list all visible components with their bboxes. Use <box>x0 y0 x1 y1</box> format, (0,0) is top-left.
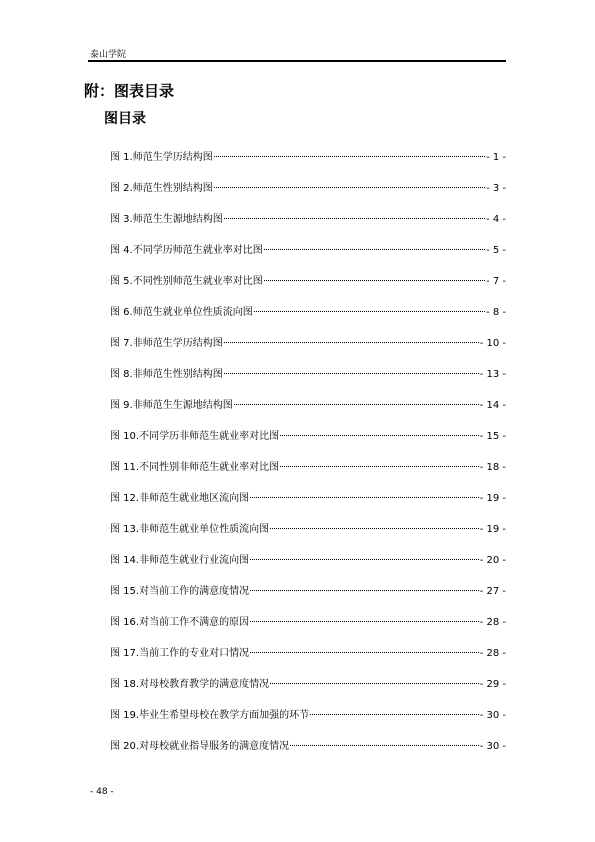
toc-leader <box>254 311 485 312</box>
toc-leader <box>250 590 479 591</box>
toc-entry-label: 图 3.师范生生源地结构图 <box>110 214 223 225</box>
toc-entry[interactable] <box>110 210 506 241</box>
toc-entry-page: - 27 - <box>479 586 506 597</box>
toc-entry-page: - 20 - <box>479 555 506 566</box>
toc-entry-page: - 10 - <box>479 338 506 349</box>
toc-leader <box>250 497 479 498</box>
toc-entry-label: 图 5.不同性别师范生就业率对比图 <box>110 276 263 287</box>
toc-entry[interactable] <box>110 365 506 396</box>
toc-entry[interactable] <box>110 148 506 179</box>
toc-entry-label: 图 2.师范生性别结构图 <box>110 183 213 194</box>
toc-entry-page: - 13 - <box>479 369 506 380</box>
toc-entry[interactable] <box>110 644 506 675</box>
toc-entry-page: - 3 - <box>486 183 506 194</box>
toc-entry[interactable] <box>110 272 506 303</box>
toc-entry[interactable] <box>110 551 506 582</box>
header-school-name: 泰山学院 <box>90 50 127 60</box>
toc-entry-page: - 8 - <box>486 307 506 318</box>
toc-leader <box>214 187 485 188</box>
toc-leader <box>224 218 485 219</box>
toc-entry-label: 图 8.非师范生性别结构图 <box>110 369 223 380</box>
toc-entry-label: 图 4.不同学历师范生就业率对比图 <box>110 245 263 256</box>
toc-entry-page: - 14 - <box>479 400 506 411</box>
toc-entry[interactable] <box>110 737 506 768</box>
toc-entry-page: - 19 - <box>479 524 506 535</box>
toc-entry[interactable] <box>110 179 506 210</box>
toc-entry[interactable] <box>110 613 506 644</box>
toc-entry-label: 图 17.当前工作的专业对口情况 <box>110 648 250 659</box>
toc-entry[interactable] <box>110 241 506 272</box>
toc-entry-page: - 28 - <box>479 648 506 659</box>
toc-entry-page: - 19 - <box>479 493 506 504</box>
toc-entry-page: - 29 - <box>479 679 506 690</box>
toc-entry[interactable] <box>110 706 506 737</box>
toc-entry[interactable] <box>110 427 506 458</box>
toc-entry-page: - 7 - <box>486 276 506 287</box>
toc-leader <box>224 342 479 343</box>
toc-entry-page: - 5 - <box>486 245 506 256</box>
footer-page-number: - 48 - <box>90 787 114 797</box>
toc-leader <box>250 652 479 653</box>
toc-entry[interactable] <box>110 582 506 613</box>
toc-entry-label: 图 18.对母校教育教学的满意度情况 <box>110 679 270 690</box>
toc-leader <box>280 466 479 467</box>
toc-entry-label: 图 10.不同学历非师范生就业率对比图 <box>110 431 280 442</box>
toc-entry-label: 图 9.非师范生生源地结构图 <box>110 400 233 411</box>
toc-entry[interactable] <box>110 458 506 489</box>
toc-leader <box>270 683 479 684</box>
toc-entry-label: 图 15.对当前工作的满意度情况 <box>110 586 250 597</box>
toc-entry-page: - 15 - <box>479 431 506 442</box>
toc-entry[interactable] <box>110 303 506 334</box>
toc-entry-label: 图 20.对母校就业指导服务的满意度情况 <box>110 741 290 752</box>
toc-leader <box>234 404 479 405</box>
toc-leader <box>250 621 479 622</box>
toc-leader <box>310 714 479 715</box>
toc-entry-label: 图 1.师范生学历结构图 <box>110 152 213 163</box>
toc-entry[interactable] <box>110 396 506 427</box>
toc-entry[interactable] <box>110 520 506 551</box>
toc-entry-page: - 30 - <box>479 710 506 721</box>
section-title: 图目录 <box>104 111 146 127</box>
toc-entry-label: 图 12.非师范生就业地区流向图 <box>110 493 250 504</box>
figure-toc-list <box>110 148 506 768</box>
toc-entry-label: 图 13.非师范生就业单位性质流向图 <box>110 524 270 535</box>
toc-entry-page: - 30 - <box>479 741 506 752</box>
toc-leader <box>250 559 479 560</box>
toc-entry-page: - 1 - <box>486 152 506 163</box>
toc-entry-page: - 28 - <box>479 617 506 628</box>
toc-entry[interactable] <box>110 334 506 365</box>
toc-entry-label: 图 14.非师范生就业行业流向图 <box>110 555 250 566</box>
appendix-title: 附：图表目录 <box>84 82 175 100</box>
toc-entry-label: 图 16.对当前工作不满意的原因 <box>110 617 250 628</box>
toc-leader <box>224 373 479 374</box>
toc-leader <box>264 280 485 281</box>
toc-entry-label: 图 6.师范生就业单位性质流向图 <box>110 307 253 318</box>
toc-leader <box>290 745 479 746</box>
toc-entry-label: 图 7.非师范生学历结构图 <box>110 338 223 349</box>
toc-entry-page: - 18 - <box>479 462 506 473</box>
toc-entry[interactable] <box>110 675 506 706</box>
toc-entry[interactable] <box>110 489 506 520</box>
toc-leader <box>264 249 485 250</box>
toc-entry-label: 图 11.不同性别非师范生就业率对比图 <box>110 462 280 473</box>
toc-entry-label: 图 19.毕业生希望母校在教学方面加强的环节 <box>110 710 310 721</box>
header-rule <box>88 60 506 62</box>
toc-entry-page: - 4 - <box>486 214 506 225</box>
toc-leader <box>214 156 485 157</box>
toc-leader <box>280 435 479 436</box>
toc-leader <box>270 528 479 529</box>
